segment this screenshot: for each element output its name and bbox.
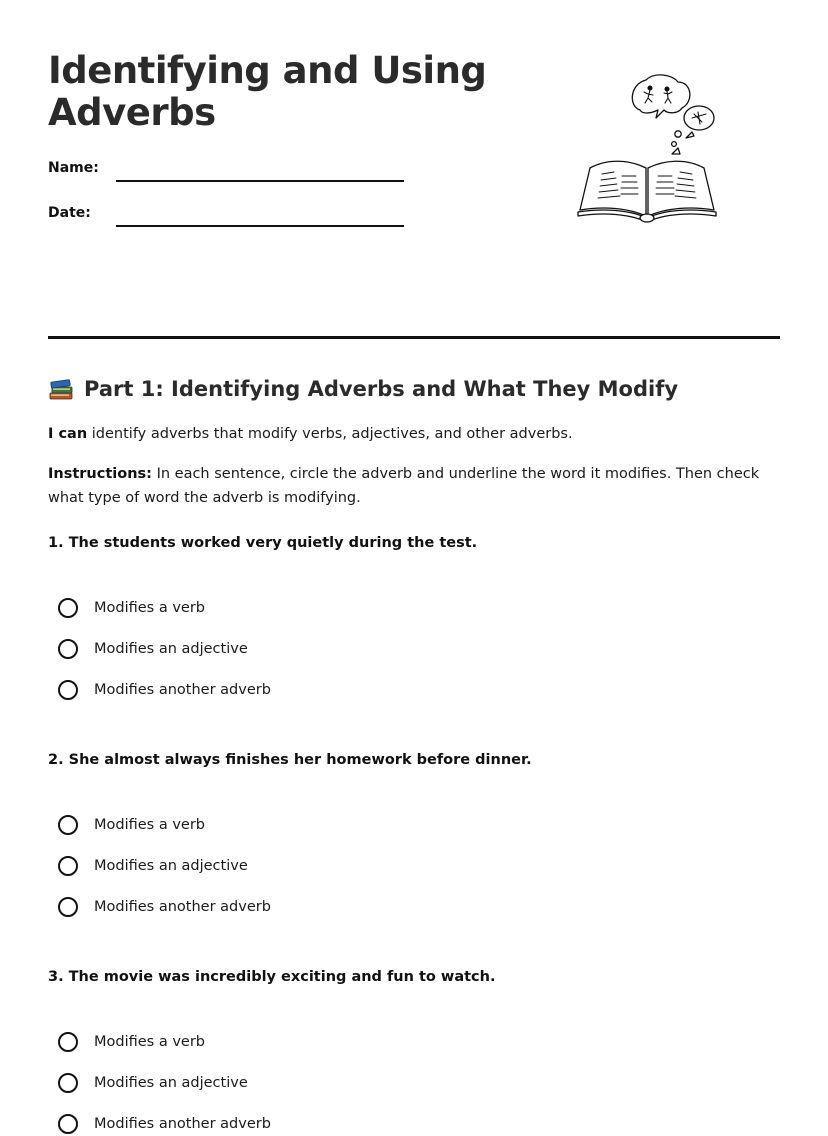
i-can-text: identify adverbs that modify verbs, adjectives, and other adverbs. — [87, 426, 573, 442]
name-line[interactable] — [116, 180, 404, 182]
radio-circle-icon[interactable] — [58, 815, 78, 835]
part1-heading — [48, 374, 678, 404]
instructions — [48, 462, 780, 510]
instructions-text: In each sentence, circle the adverb and underline the word it modifies. Then check what type of word the adverb is modifying. — [48, 466, 760, 506]
q1-option-adverb[interactable] — [58, 678, 271, 702]
q3-option-adjective[interactable] — [58, 1071, 248, 1095]
radio-circle-icon[interactable] — [58, 680, 78, 700]
q1-option-adjective[interactable] — [58, 637, 248, 661]
part1-heading-text: Part 1: Identifying Adverbs and What They Modify — [84, 377, 679, 401]
option-label: Modifies a verb — [94, 600, 205, 616]
radio-circle-icon[interactable] — [58, 1032, 78, 1052]
instructions-bold: Instructions: — [48, 466, 152, 482]
q1-option-verb[interactable] — [58, 596, 205, 620]
books-icon — [48, 377, 74, 401]
date-label: Date: — [48, 205, 91, 221]
radio-circle-icon[interactable] — [58, 1073, 78, 1093]
q2-option-verb[interactable] — [58, 813, 205, 837]
q3-option-verb[interactable] — [58, 1030, 205, 1054]
worksheet-title: Identifying and Using Adverbs — [48, 49, 487, 134]
question-1: 1. The students worked very quietly during the test. — [48, 535, 478, 551]
i-can-bold: I can — [48, 426, 88, 442]
name-label: Name: — [48, 160, 99, 176]
question-2: 2. She almost always finishes her homework before dinner. — [48, 752, 532, 768]
radio-circle-icon[interactable] — [58, 639, 78, 659]
option-label: Modifies an adjective — [94, 641, 248, 657]
i-can-statement — [48, 422, 780, 446]
question-3: 3. The movie was incredibly exciting and fun to watch. — [48, 969, 496, 985]
option-label: Modifies a verb — [94, 1034, 205, 1050]
option-label: Modifies an adjective — [94, 1075, 248, 1091]
radio-circle-icon[interactable] — [58, 1114, 78, 1134]
q2-option-adverb[interactable] — [58, 895, 271, 919]
option-label: Modifies an adjective — [94, 858, 248, 874]
open-book-with-thought-bubbles-icon — [574, 72, 720, 226]
option-label: Modifies a verb — [94, 817, 205, 833]
q3-option-adverb[interactable] — [58, 1112, 271, 1136]
date-line[interactable] — [116, 225, 404, 227]
option-label: Modifies another adverb — [94, 682, 271, 698]
option-label: Modifies another adverb — [94, 899, 271, 915]
q2-option-adjective[interactable] — [58, 854, 248, 878]
radio-circle-icon[interactable] — [58, 598, 78, 618]
radio-circle-icon[interactable] — [58, 897, 78, 917]
option-label: Modifies another adverb — [94, 1116, 271, 1132]
radio-circle-icon[interactable] — [58, 856, 78, 876]
section-divider — [48, 336, 780, 339]
